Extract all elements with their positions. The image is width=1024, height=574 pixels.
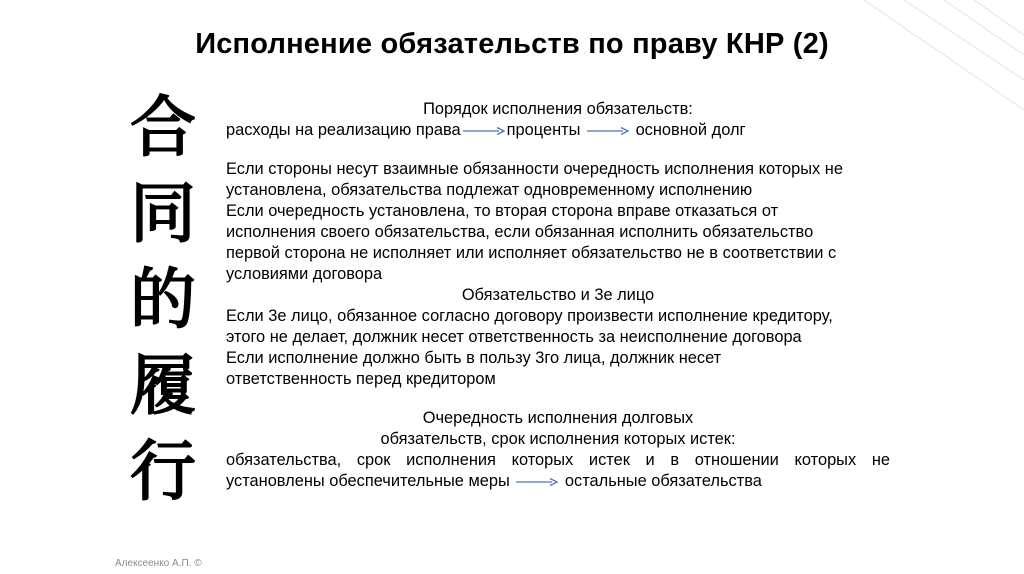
mutual-line: первой сторона не исполняет или исполняет обязательство не в соответствии с [226, 244, 837, 262]
mutual-line: установлена, обязательства подлежат одновременному исполнению [226, 181, 753, 199]
arrow-right-icon [463, 126, 505, 136]
order-sequence [226, 120, 890, 141]
debts-sequence [226, 471, 890, 492]
debts-heading: обязательств, срок исполнения которых истек: [380, 430, 736, 448]
arrow-right-icon [587, 126, 629, 136]
mutual-line: исполнения своего обязательства, если обязанная исполнить обязательство [226, 223, 814, 241]
mutual-line: условиями договора [226, 265, 383, 283]
chinese-char: 的 [130, 260, 196, 338]
chinese-char: 同 [130, 174, 196, 252]
third-party-line: Если 3е лицо, обязанное согласно договору произвести исполнение кредитору, [226, 307, 833, 325]
vertical-chinese-title [118, 84, 208, 514]
mutual-line: Если стороны несут взаимные обязанности очередность исполнения которых не [226, 160, 843, 178]
debts-heading: Очередность исполнения долговых [422, 409, 694, 427]
author-credit: Алексеенко А.П. © [115, 558, 202, 569]
third-party-line: ответственность перед кредитором [226, 370, 496, 388]
debts-item: установлены обеспечительные меры [226, 472, 510, 490]
third-party-heading: Обязательство и 3е лицо [461, 286, 655, 304]
chinese-char: 合 [130, 88, 196, 166]
third-party-line: этого не делает, должник несет ответственность за неисполнение договора [226, 328, 802, 346]
debts-item: остальные обязательства [564, 472, 762, 490]
order-item: расходы на реализацию права [226, 121, 461, 139]
arrow-right-icon [516, 477, 558, 487]
slide-title: Исполнение обязательств по праву КНР (2) [195, 28, 829, 60]
mutual-line: Если очередность установлена, то вторая сторона вправе отказаться от [226, 202, 779, 220]
order-heading: Порядок исполнения обязательств: [423, 100, 693, 118]
slide-body [226, 99, 890, 492]
third-party-line: Если исполнение должно быть в пользу 3го лица, должник несет [226, 349, 722, 367]
order-item: проценты [506, 121, 581, 139]
order-item: основной долг [635, 121, 746, 139]
chinese-char: 履 [130, 346, 196, 424]
chinese-char: 行 [130, 432, 196, 510]
debts-line: обязательства, срок исполнения которых истек и в отношении которых не [226, 451, 890, 469]
